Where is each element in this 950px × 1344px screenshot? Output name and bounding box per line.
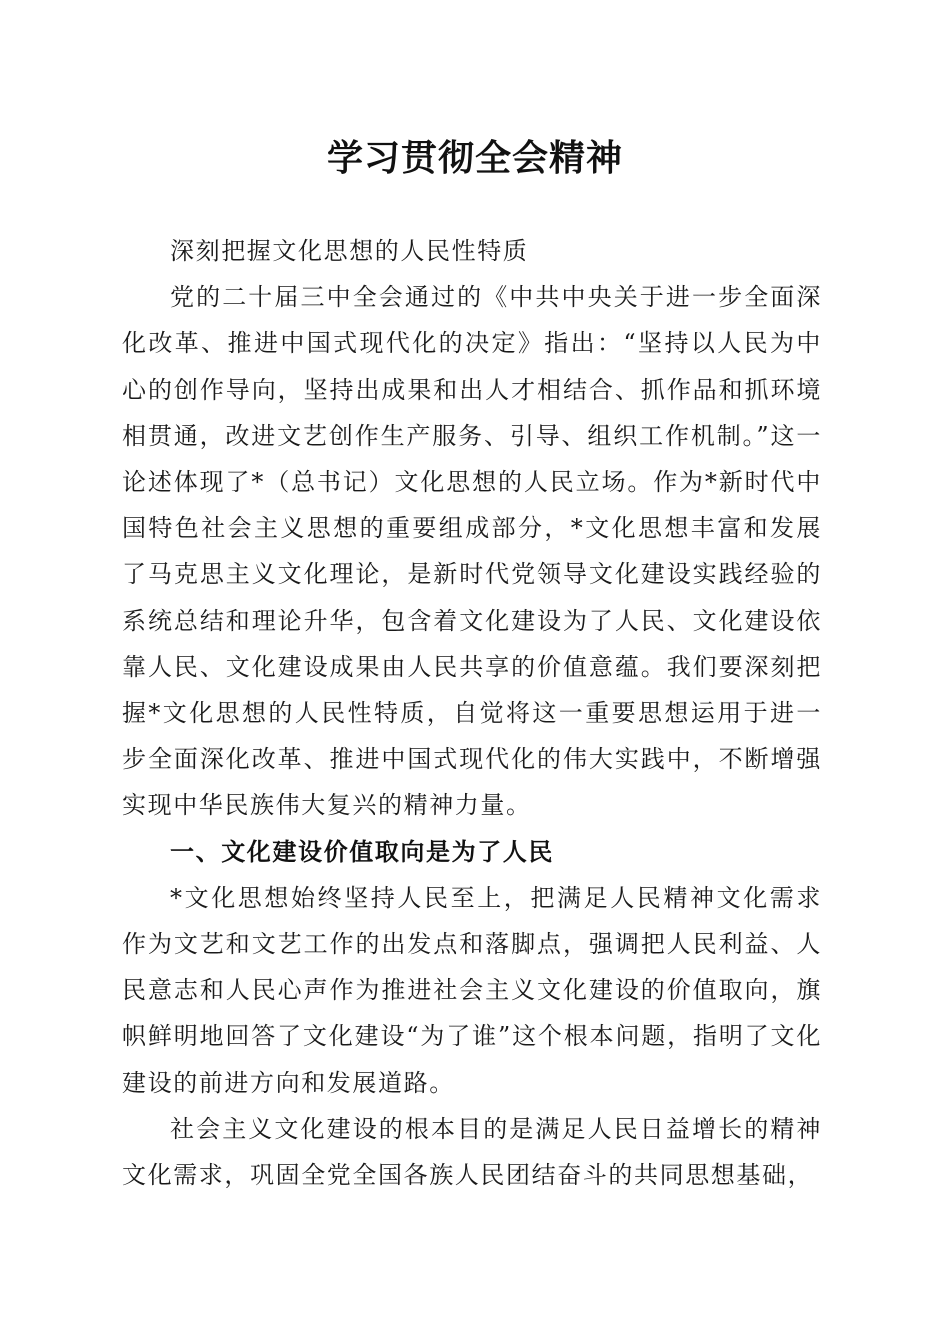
paragraph-intro: 党的二十届三中全会通过的《中共中央关于进一步全面深化改革、推进中国式现代化的决定》指出：“坚持以人民为中心的创作导向，坚持出成果和出人才相结合、抓作品和抓环境相贯通，改进文艺创作生产服务、引导、组织工作机制。”这一论述体现了*（总书记）文化思想的人民立场。作为*新时代中国特色社会主义思想的重要组成部分，*文化思想丰富和发展了马克思主义文化理论，是新时代党领导文化建设实践经验的系统总结和理论升华，包含着文化建设为了人民、文化建设依靠人民、文化建设成果由人民共享的价值意蕴。我们要深刻把握*文化思想的人民性特质，自觉将这一重要思想运用于进一步全面深化改革、推进中国式现代化的伟大实践中，不断增强实现中华民族伟大复兴的精神力量。 [122, 283, 822, 820]
document-body [122, 228, 822, 1198]
article-subtitle: 深刻把握文化思想的人民性特质 [170, 237, 529, 265]
paragraph-section-1-b: 社会主义文化建设的根本目的是满足人民日益增长的精神文化需求，巩固全党全国各族人民团结奋斗的共同思想基础， [122, 1114, 822, 1190]
section-heading-1: 一、文化建设价值取向是为了人民 [170, 837, 554, 866]
document-title: 学习贯彻全会精神 [326, 137, 623, 179]
paragraph-section-1-a: *文化思想始终坚持人民至上，把满足人民精神文化需求作为文艺和文艺工作的出发点和落脚点，强调把人民利益、人民意志和人民心声作为推进社会主义文化建设的价值取向，旗帜鲜明地回答了文化建设“为了谁”这个根本问题，指明了文化建设的前进方向和发展道路。 [122, 883, 822, 1097]
